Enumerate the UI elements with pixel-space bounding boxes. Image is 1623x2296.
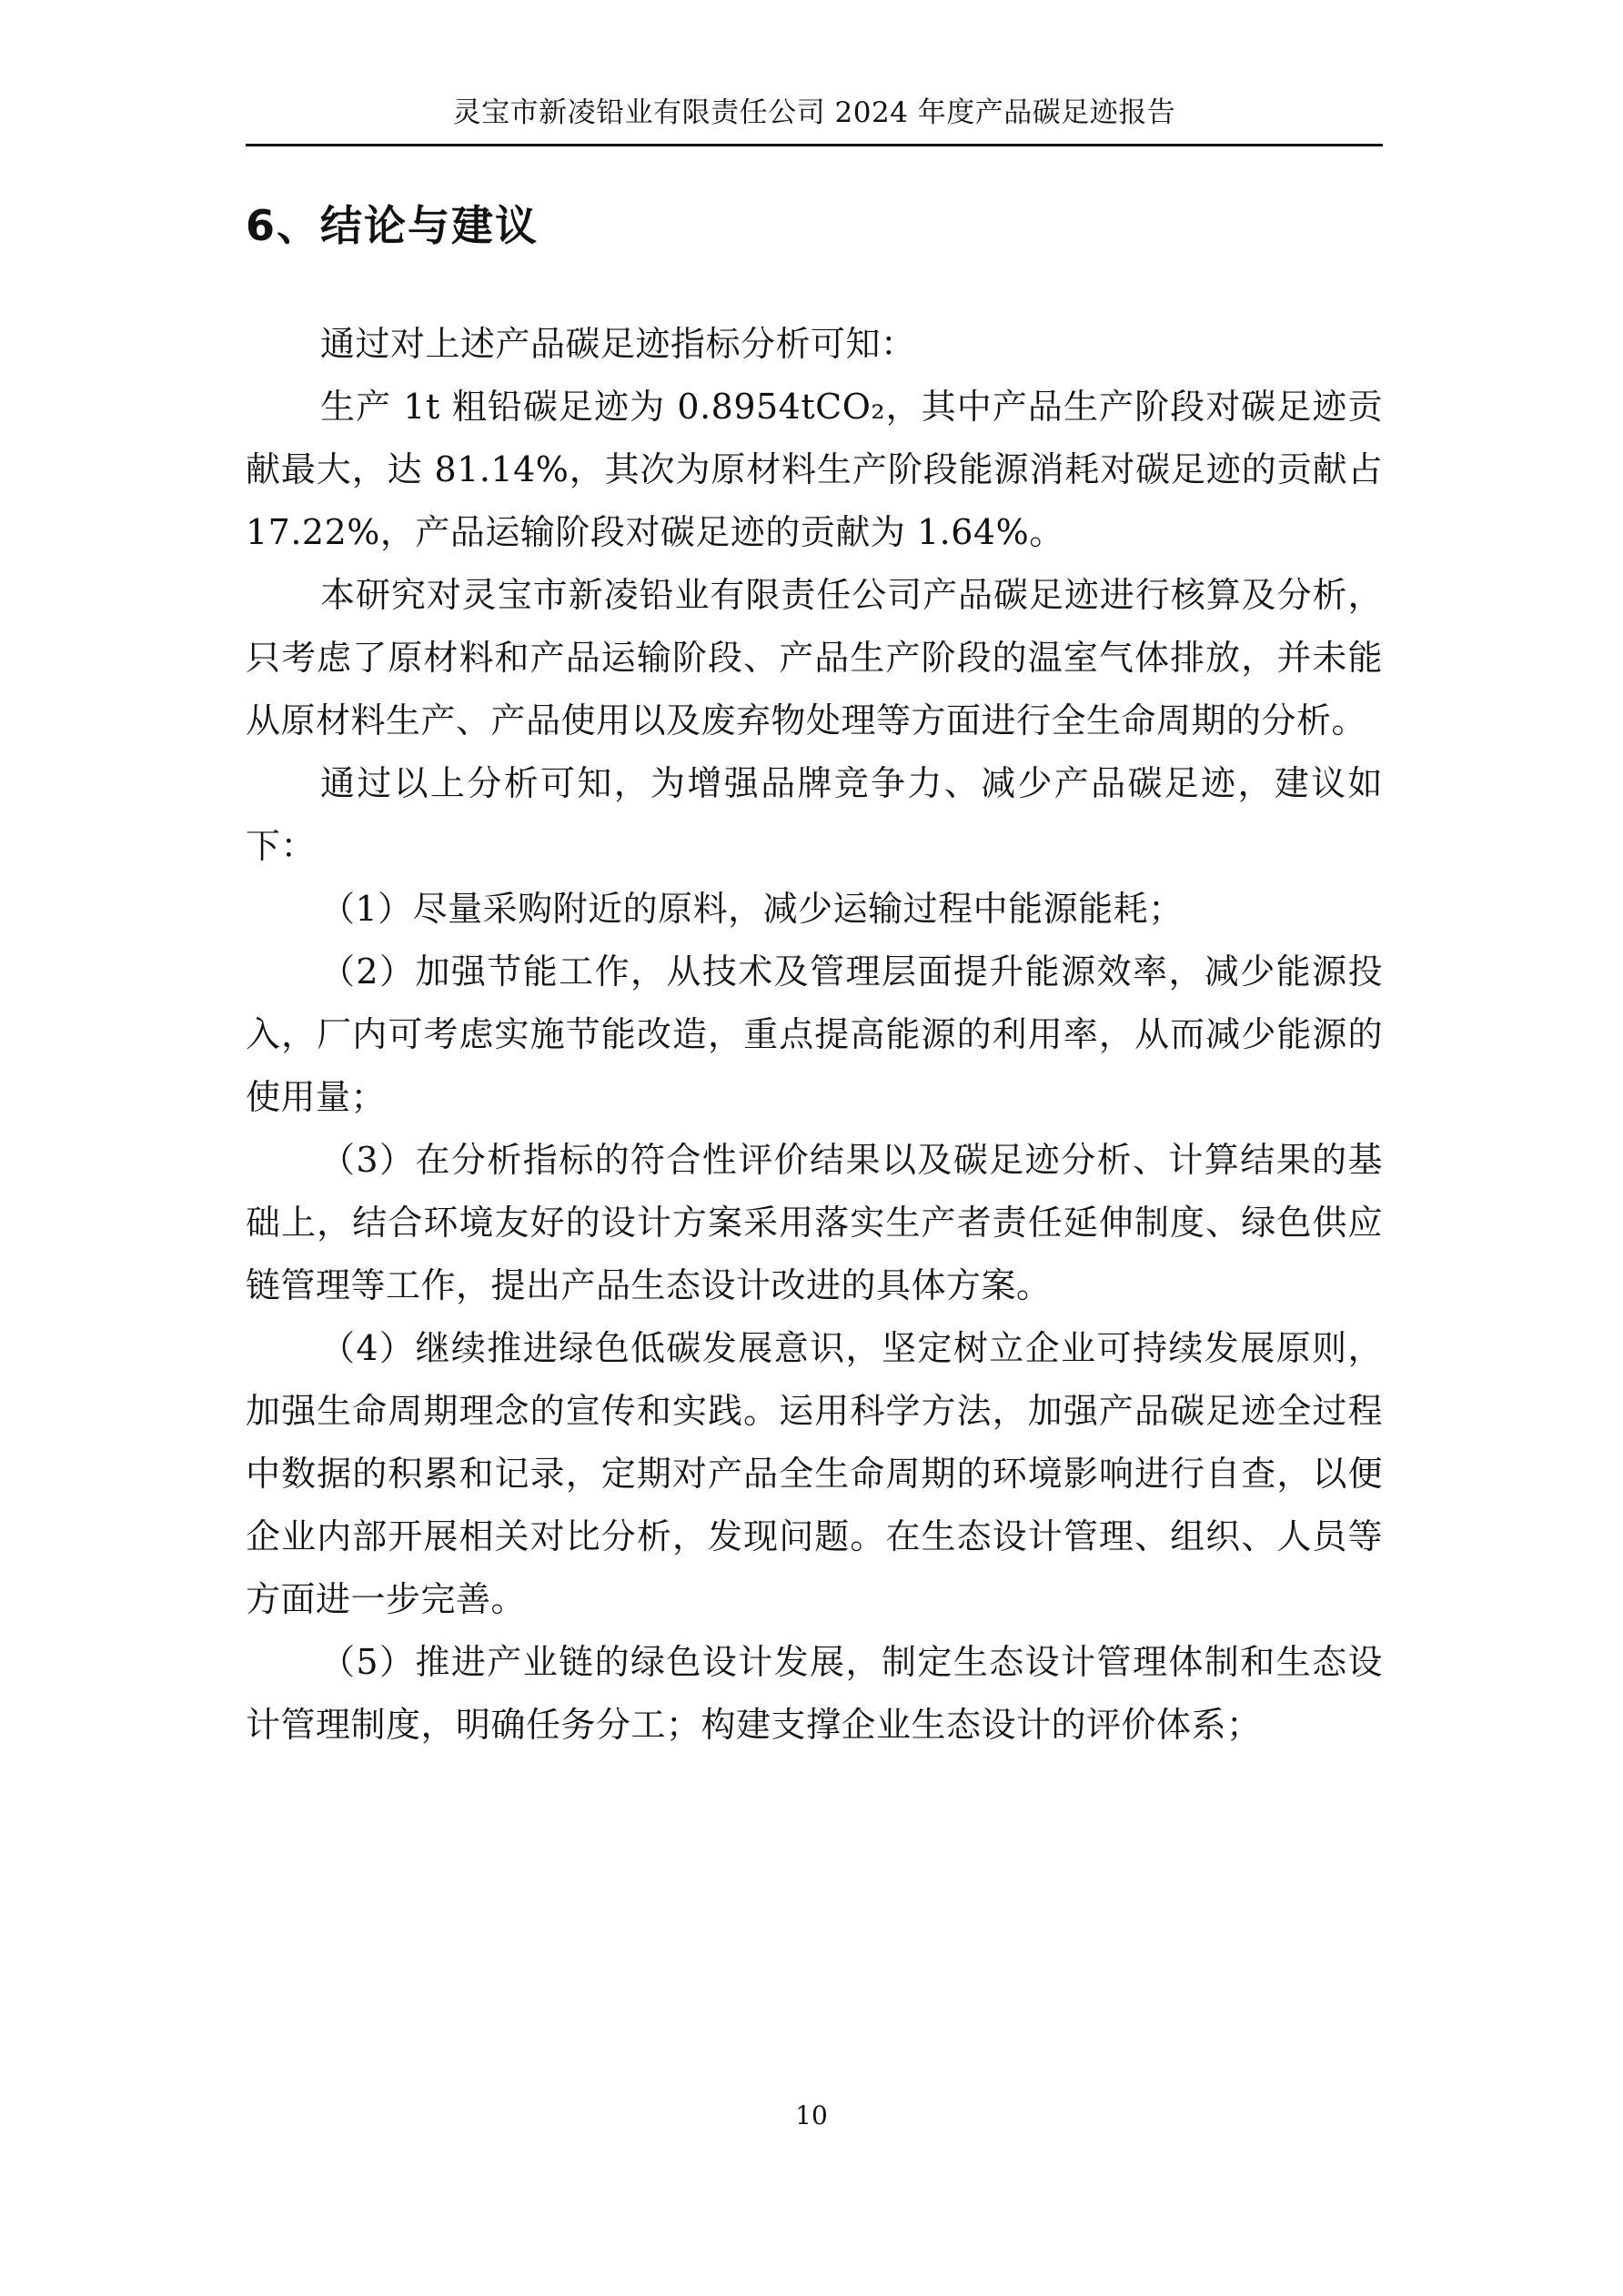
paragraph-recommendations-intro: 通过以上分析可知，为增强品牌竞争力、减少产品碳足迹，建议如下： [246,763,1383,866]
header-divider [246,144,1383,146]
recommendation-item-2: （2）加强节能工作，从技术及管理层面提升能源效率，减少能源投入，厂内可考虑实施节能改造，重点提高能源的利用率，从而减少能源的使用量； [246,952,1383,1117]
section-heading: 6、结论与建议 [246,201,539,250]
body-text [246,313,1383,1757]
running-header: 灵宝市新凌铅业有限责任公司 2024 年度产品碳足迹报告 [452,96,1176,129]
recommendation-item-1: （1）尽量采购附近的原料，减少运输过程中能源能耗； [320,889,1184,929]
recommendation-item-4: （4）继续推进绿色低碳发展意识，坚定树立企业可持续发展原则，加强生命周期理念的宣传和实践。运用科学方法，加强产品碳足迹全过程中数据的积累和记录，定期对产品全生命周期的环境影响进行自查，以便企业内部开展相关对比分析，发现问题。在生态设计管理、组织、人员等方面进一步完善。 [246,1328,1383,1619]
recommendation-item-5: （5）推进产业链的绿色设计发展，制定生态设计管理体制和生态设计管理制度，明确任务分工；构建支撑企业生态设计的评价体系； [246,1642,1383,1745]
paragraph-intro: 通过对上述产品碳足迹指标分析可知： [320,324,916,364]
paragraph-study-scope: 本研究对灵宝市新凌铅业有限责任公司产品碳足迹进行核算及分析，只考虑了原材料和产品运输阶段、产品生产阶段的温室气体排放，并未能从原材料生产、产品使用以及废弃物处理等方面进行全生命周期的分析。 [246,575,1383,740]
page-number: 10 [795,2100,828,2130]
paragraph-carbon-footprint-result: 生产 1t 粗铅碳足迹为 0.8954tCO₂，其中产品生产阶段对碳足迹贡献最大，达 81.14%，其次为原材料生产阶段能源消耗对碳足迹的贡献占 17.22%，产品运输阶段对碳足迹的贡献为 1.64%。 [246,387,1383,552]
recommendation-item-3: （3）在分析指标的符合性评价结果以及碳足迹分析、计算结果的基础上，结合环境友好的设计方案采用落实生产者责任延伸制度、绿色供应链管理等工作，提出产品生态设计改进的具体方案。 [246,1140,1383,1305]
